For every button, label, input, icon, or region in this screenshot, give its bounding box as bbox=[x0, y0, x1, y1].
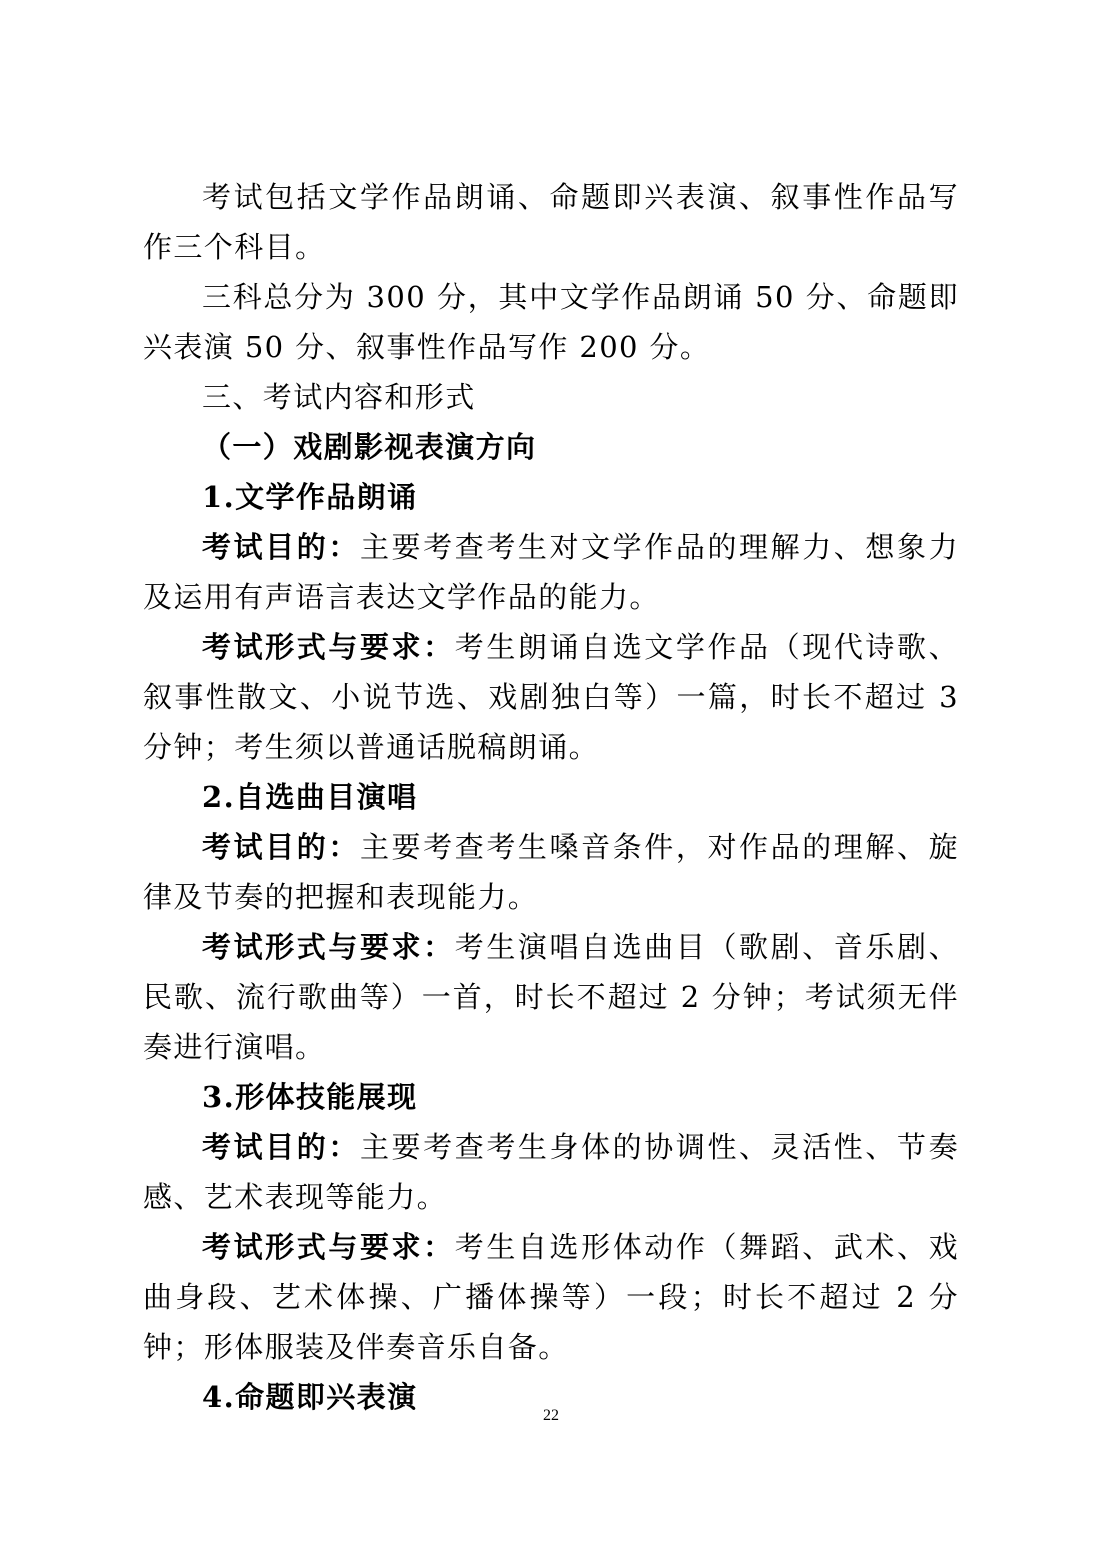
item-2-heading: 2.自选曲目演唱 bbox=[202, 780, 418, 814]
intro-scores-paragraph: 三科总分为 300 分，其中文学作品朗诵 50 分、命题即兴表演 50 分、叙事性作品写作 200 分。 bbox=[143, 280, 959, 364]
purpose-text: 主要考查考生身体的协调性、灵活性、节奏感、艺术表现等能力。 bbox=[143, 1130, 959, 1214]
intro-subjects-paragraph: 考试包括文学作品朗诵、命题即兴表演、叙事性作品写作三个科目。 bbox=[143, 180, 959, 264]
page-body bbox=[143, 172, 959, 1422]
purpose-text: 主要考查考生对文学作品的理解力、想象力及运用有声语言表达文学作品的能力。 bbox=[143, 530, 959, 614]
purpose-label: 考试目的： bbox=[202, 1130, 360, 1164]
form-text: 考生朗诵自选文学作品（现代诗歌、叙事性散文、小说节选、戏剧独白等）一篇，时长不超过 3 分钟；考生须以普通话脱稿朗诵。 bbox=[143, 630, 959, 764]
item-1-purpose-paragraph bbox=[143, 522, 959, 622]
form-label: 考试形式与要求： bbox=[202, 630, 455, 664]
item-1-heading: 1.文学作品朗诵 bbox=[202, 480, 418, 514]
subsection-heading: （一）戏剧影视表演方向 bbox=[202, 430, 537, 464]
purpose-label: 考试目的： bbox=[202, 830, 360, 864]
item-2-purpose-paragraph bbox=[143, 822, 959, 922]
purpose-text: 主要考查考生嗓音条件，对作品的理解、旋律及节奏的把握和表现能力。 bbox=[143, 830, 959, 914]
item-3-form-paragraph bbox=[143, 1222, 959, 1372]
item-3-purpose-paragraph bbox=[143, 1122, 959, 1222]
form-label: 考试形式与要求： bbox=[202, 1230, 455, 1264]
page-number: 22 bbox=[543, 1407, 559, 1424]
purpose-label: 考试目的： bbox=[202, 530, 360, 564]
section-heading: 三、考试内容和形式 bbox=[202, 380, 476, 414]
form-text: 考生自选形体动作（舞蹈、武术、戏曲身段、艺术体操、广播体操等）一段；时长不超过 2 分钟；形体服装及伴奏音乐自备。 bbox=[143, 1230, 959, 1364]
item-1-form-paragraph bbox=[143, 622, 959, 772]
form-text: 考生演唱自选曲目（歌剧、音乐剧、民歌、流行歌曲等）一首，时长不超过 2 分钟；考试须无伴奏进行演唱。 bbox=[143, 930, 959, 1064]
item-3-heading: 3.形体技能展现 bbox=[202, 1080, 418, 1114]
item-4-heading: 4.命题即兴表演 bbox=[202, 1380, 418, 1414]
form-label: 考试形式与要求： bbox=[202, 930, 455, 964]
item-2-form-paragraph bbox=[143, 922, 959, 1072]
